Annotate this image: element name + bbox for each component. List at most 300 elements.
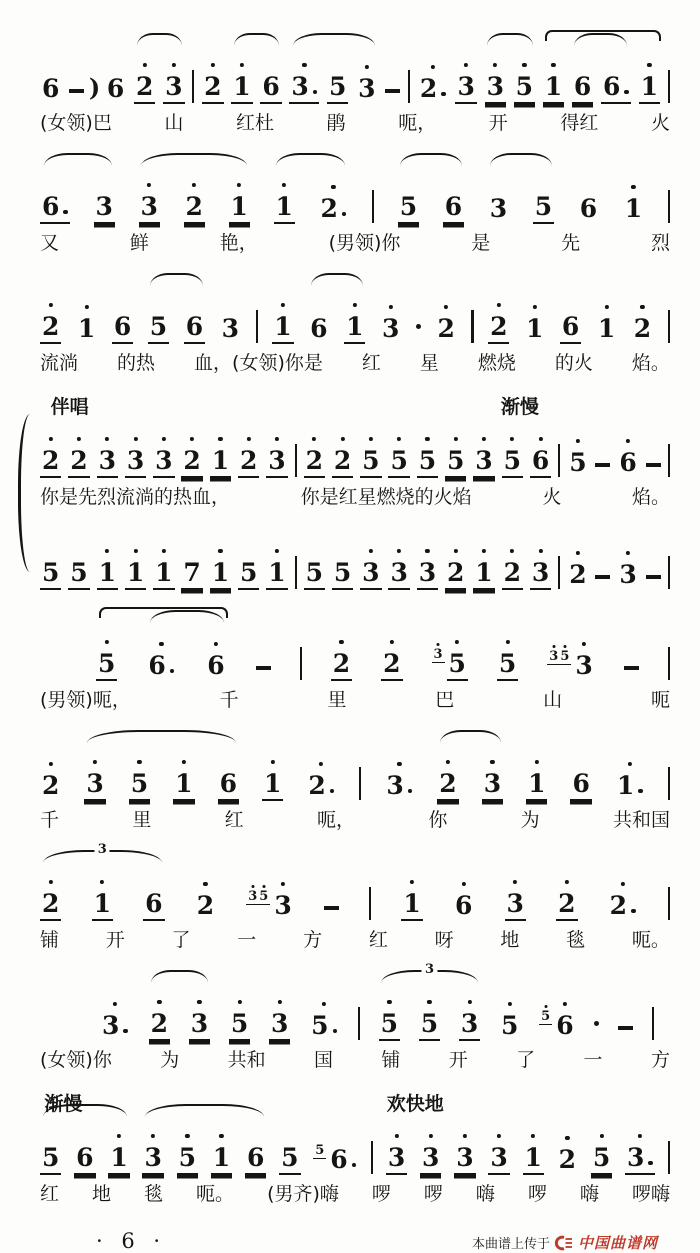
lyric-syllable: 嗨 bbox=[579, 1183, 599, 1205]
note: 5 6 bbox=[313, 1143, 358, 1175]
note: 2 bbox=[608, 889, 638, 921]
slur-arc bbox=[276, 153, 345, 166]
lyric-syllable: 的热 bbox=[117, 352, 156, 374]
note: 2 bbox=[569, 560, 587, 589]
note: 5 bbox=[388, 444, 409, 478]
note: 6 bbox=[619, 448, 637, 477]
note: 2 bbox=[437, 767, 458, 801]
duration-dash bbox=[618, 1026, 633, 1041]
slur-arc bbox=[293, 33, 375, 46]
note: 3 5 3 bbox=[248, 889, 292, 920]
music-line-upper-voice bbox=[38, 396, 672, 485]
dotted-note-dot bbox=[638, 789, 643, 794]
note: 6 bbox=[143, 887, 164, 921]
bar-line bbox=[295, 444, 297, 477]
note: 5 bbox=[304, 556, 325, 590]
note: 1 bbox=[173, 767, 194, 801]
note: 2 bbox=[306, 769, 336, 801]
note: 5 bbox=[569, 448, 587, 477]
note: 2 bbox=[196, 891, 215, 920]
lyric-syllable: 开 bbox=[448, 1049, 468, 1071]
bar-line bbox=[558, 556, 560, 589]
lyric-syllable: 啰 bbox=[423, 1183, 443, 1205]
grace-digit: 5 bbox=[315, 1143, 325, 1158]
lyric-syllable: 红 bbox=[368, 929, 388, 951]
dotted-note-dot bbox=[624, 90, 629, 95]
note: 3 bbox=[388, 556, 409, 590]
lyric-syllable: 先 bbox=[561, 232, 581, 254]
note: 3 bbox=[360, 556, 381, 590]
lyrics-line bbox=[40, 929, 670, 955]
lyric-syllable: 方 bbox=[303, 929, 323, 951]
dotted-note-dot bbox=[631, 909, 636, 914]
lyric-syllable: 了 bbox=[171, 929, 191, 951]
bar-line bbox=[668, 647, 670, 680]
note: 5 bbox=[40, 1141, 61, 1175]
note: 6 bbox=[40, 190, 70, 224]
lyric-syllable: 红 bbox=[361, 352, 381, 374]
music-line-lower-voice bbox=[38, 516, 672, 597]
note: 3 bbox=[269, 1007, 290, 1041]
slur-arc bbox=[234, 33, 279, 46]
lyric-syllable: 山 bbox=[543, 689, 563, 711]
note: 2 bbox=[202, 70, 223, 104]
note: 6 bbox=[112, 310, 133, 344]
note: 1 bbox=[92, 887, 113, 921]
note: 1 bbox=[274, 190, 295, 224]
music-line bbox=[38, 962, 672, 1048]
note: 1 bbox=[523, 1141, 544, 1175]
note: 3 bbox=[505, 887, 526, 921]
slur-arc bbox=[44, 153, 113, 166]
dotted-note-dot bbox=[123, 1029, 128, 1034]
note: 3 bbox=[266, 444, 287, 478]
note: 1 bbox=[615, 769, 645, 801]
note: 6 bbox=[74, 1141, 95, 1175]
bar-line bbox=[372, 190, 374, 223]
lyric-syllable: 焰。 bbox=[631, 486, 670, 508]
note: 3 bbox=[386, 1141, 407, 1175]
note: 1 bbox=[77, 314, 96, 343]
note: 1 bbox=[211, 1141, 232, 1175]
grace-digit: 5 bbox=[259, 889, 269, 904]
note: 1 bbox=[229, 190, 250, 224]
dotted-note-dot bbox=[441, 92, 446, 97]
dotted-note-dot bbox=[408, 789, 413, 794]
lyrics-line bbox=[40, 689, 670, 715]
lyrics-line bbox=[40, 486, 670, 512]
slur-arc bbox=[137, 33, 182, 46]
note: 3 bbox=[488, 1141, 509, 1175]
duration-dash bbox=[256, 666, 271, 681]
dotted-note-dot bbox=[352, 1163, 357, 1168]
note: 3 bbox=[221, 314, 240, 343]
lyric-syllable: 地 bbox=[92, 1183, 112, 1205]
lyric-syllable: 呃。 bbox=[631, 929, 670, 951]
note: 2 bbox=[42, 771, 60, 800]
note: 5 bbox=[417, 444, 438, 478]
music-line bbox=[38, 607, 672, 688]
lyric-syllable: 燃烧 bbox=[477, 352, 516, 374]
note: 3 bbox=[454, 1141, 475, 1175]
lyric-syllable: 共和国 bbox=[612, 809, 670, 831]
note: 2 bbox=[633, 314, 652, 343]
bar-line bbox=[668, 767, 670, 800]
bar-line bbox=[256, 310, 258, 343]
duration-dash bbox=[595, 575, 610, 590]
note: 5 bbox=[445, 444, 466, 478]
lyric-syllable: 毯 bbox=[566, 929, 586, 951]
lyric-syllable: 呃， bbox=[316, 809, 355, 831]
note: 2 bbox=[134, 70, 155, 104]
note: 5 bbox=[238, 556, 259, 590]
bar-line bbox=[358, 1007, 360, 1040]
note: 2 bbox=[40, 887, 61, 921]
note: 3 bbox=[619, 560, 637, 589]
grace-note bbox=[539, 1007, 552, 1025]
note: 2 bbox=[181, 444, 202, 478]
note: 5 bbox=[177, 1141, 198, 1175]
lyric-syllable: 焰。 bbox=[631, 352, 670, 374]
lyric-syllable: 啰 bbox=[371, 1183, 391, 1205]
note: 1 bbox=[262, 767, 283, 801]
triplet-number: 3 bbox=[95, 842, 110, 857]
music-line bbox=[38, 270, 672, 351]
lyric-syllable: 的火 bbox=[554, 352, 593, 374]
note: 3 bbox=[625, 1141, 655, 1175]
lyric-syllable: 一 bbox=[237, 929, 257, 951]
note: 3 bbox=[459, 1007, 480, 1041]
note: 2 bbox=[488, 310, 509, 344]
note: 1 bbox=[401, 887, 422, 921]
music-line bbox=[38, 1093, 672, 1182]
lyric-syllable: 你是红星燃烧的火焰 bbox=[300, 486, 472, 508]
bar-line bbox=[668, 1141, 670, 1174]
note: 3 bbox=[84, 767, 105, 801]
dotted-note-dot bbox=[342, 212, 347, 217]
slur-arc bbox=[150, 610, 224, 623]
slur-arc bbox=[150, 273, 202, 286]
bar-line bbox=[369, 887, 371, 920]
note: 1 bbox=[525, 314, 544, 343]
note: 3 bbox=[382, 314, 400, 343]
note: 6 bbox=[260, 70, 281, 104]
note: 2 bbox=[558, 1145, 577, 1174]
lyric-syllable: 呃。 bbox=[196, 1183, 235, 1205]
note: 2 bbox=[502, 556, 523, 590]
note: 6 bbox=[146, 649, 176, 681]
bar-line bbox=[295, 556, 297, 589]
note: 5 bbox=[68, 556, 89, 590]
note: 5 bbox=[309, 1009, 339, 1041]
music-line bbox=[38, 30, 672, 111]
system-9 bbox=[38, 1093, 672, 1209]
augmentation-dot bbox=[594, 1021, 599, 1026]
note: 3 bbox=[455, 70, 476, 104]
slur-arc bbox=[440, 730, 501, 743]
note: 6 bbox=[207, 651, 225, 680]
bar-line bbox=[359, 767, 361, 800]
duration-dash bbox=[69, 89, 84, 104]
music-line bbox=[38, 150, 672, 231]
slur-arc bbox=[490, 153, 551, 166]
lyric-syllable: 血，(女领)你是 bbox=[194, 352, 323, 374]
note: 6 bbox=[579, 194, 598, 223]
note: 2 bbox=[418, 72, 448, 104]
slur-arc bbox=[87, 730, 236, 743]
note: 6 bbox=[106, 74, 125, 103]
note: 3 bbox=[97, 444, 118, 478]
site-logo-icon bbox=[555, 1235, 573, 1251]
note: 5 6 bbox=[541, 1009, 574, 1040]
note: 3 bbox=[125, 444, 146, 478]
note: 5 bbox=[96, 647, 117, 681]
lyric-syllable: 火 bbox=[542, 486, 562, 508]
note: 5 bbox=[533, 190, 554, 224]
lyric-syllable: (男领)呃， bbox=[40, 689, 131, 711]
slur-arc bbox=[141, 153, 247, 166]
dotted-note-dot bbox=[63, 210, 68, 215]
bar-line bbox=[300, 647, 302, 680]
system-1 bbox=[38, 30, 672, 138]
lyric-syllable: 你是先烈流淌的热血， bbox=[40, 486, 231, 508]
note: 1 bbox=[639, 70, 660, 104]
duration-dash bbox=[385, 89, 400, 104]
note: 5 bbox=[501, 1011, 519, 1040]
note: 1 bbox=[266, 556, 287, 590]
lyric-syllable: 铺 bbox=[381, 1049, 401, 1071]
lyric-syllable: 为 bbox=[520, 809, 540, 831]
lyric-syllable: 一 bbox=[583, 1049, 603, 1071]
note: 5 bbox=[419, 1007, 440, 1041]
lyrics-line bbox=[40, 352, 670, 378]
music-line bbox=[38, 842, 672, 928]
grace-note bbox=[313, 1141, 326, 1159]
slur-arc bbox=[400, 153, 461, 166]
system-5 bbox=[38, 607, 672, 715]
dotted-note-dot bbox=[330, 789, 335, 794]
note: 2 bbox=[40, 444, 61, 478]
lyric-syllable: 地 bbox=[500, 929, 520, 951]
lyric-syllable: 啰 bbox=[527, 1183, 547, 1205]
lyric-syllable: 里 bbox=[327, 689, 347, 711]
dotted-note-dot bbox=[648, 1161, 653, 1166]
note: 5 bbox=[129, 767, 150, 801]
note: 1 bbox=[210, 556, 231, 590]
duration-dash bbox=[646, 575, 661, 590]
lyric-syllable: 烈 bbox=[650, 232, 670, 254]
triplet-arc bbox=[381, 962, 478, 983]
lyric-syllable: 鹃 bbox=[326, 112, 346, 134]
lyric-syllable: (女领)你 bbox=[40, 1049, 112, 1071]
triplet-arc bbox=[43, 842, 162, 863]
dotted-note-dot bbox=[333, 1029, 338, 1034]
close-paren: ) bbox=[88, 73, 101, 102]
note: 6 bbox=[560, 310, 581, 344]
note: 3 bbox=[289, 70, 319, 104]
note: 2 bbox=[304, 444, 325, 478]
grace-note bbox=[246, 887, 270, 905]
watermark-credit bbox=[472, 1232, 658, 1253]
note: 1 bbox=[473, 556, 494, 590]
triplet-number: 3 bbox=[422, 962, 437, 977]
lyric-syllable: 呀 bbox=[434, 929, 454, 951]
system-7 bbox=[38, 842, 672, 955]
note: 3 bbox=[100, 1009, 130, 1041]
bar-line bbox=[408, 70, 410, 103]
bar-line bbox=[668, 556, 670, 589]
slur-arc bbox=[574, 33, 627, 46]
duration-dash bbox=[624, 666, 639, 681]
system-4-choir bbox=[38, 396, 672, 597]
note: 5 bbox=[327, 70, 348, 104]
lyric-syllable: 火 bbox=[650, 112, 670, 134]
lyric-syllable: 千 bbox=[40, 809, 60, 831]
note: 5 bbox=[514, 70, 535, 104]
lyric-syllable: 流淌 bbox=[40, 352, 79, 374]
slur-arc bbox=[311, 273, 363, 286]
note: 3 bbox=[153, 444, 174, 478]
bar-line bbox=[371, 1141, 373, 1174]
lyric-syllable: 国 bbox=[313, 1049, 333, 1071]
note: 3 bbox=[189, 1007, 210, 1041]
note: 3 bbox=[420, 1141, 441, 1175]
lyrics-line bbox=[40, 809, 670, 835]
slur-arc bbox=[43, 1104, 128, 1117]
note: 5 bbox=[148, 310, 169, 344]
note: 2 bbox=[319, 192, 349, 224]
note: 3 bbox=[142, 1141, 163, 1175]
slur-arc bbox=[487, 33, 532, 46]
lyric-syllable: 开 bbox=[105, 929, 125, 951]
bar-line bbox=[192, 70, 194, 103]
lyric-syllable: 星 bbox=[419, 352, 439, 374]
duration-dash bbox=[595, 463, 610, 478]
lyric-syllable: 方 bbox=[650, 1049, 670, 1071]
note: 7 bbox=[181, 556, 202, 590]
bar-line bbox=[652, 1007, 654, 1040]
lyric-syllable: 红杜 bbox=[236, 112, 275, 134]
grace-note bbox=[547, 647, 571, 665]
note: 2 bbox=[149, 1007, 170, 1041]
lyric-syllable: 毯 bbox=[144, 1183, 164, 1205]
note: 3 bbox=[482, 767, 503, 801]
grace-digit: 3 bbox=[248, 889, 258, 904]
tempo-or-part-label: 伴唱 bbox=[50, 396, 89, 418]
bar-line bbox=[558, 444, 560, 477]
note: 6 bbox=[530, 444, 551, 478]
bar-line bbox=[668, 887, 670, 920]
note: 2 bbox=[381, 647, 402, 681]
note: 3 bbox=[94, 190, 115, 224]
note: 6 bbox=[184, 310, 205, 344]
lyric-syllable: 山 bbox=[164, 112, 184, 134]
upload-note: 本曲谱上传于 bbox=[471, 1237, 550, 1252]
note: 6 bbox=[245, 1141, 266, 1175]
note: 2 bbox=[437, 314, 455, 343]
lyric-syllable: 铺 bbox=[40, 929, 60, 951]
note: 5 bbox=[229, 1007, 250, 1041]
lyric-syllable: 得红 bbox=[560, 112, 599, 134]
note: 1 bbox=[97, 556, 118, 590]
note: 1 bbox=[597, 314, 616, 343]
grace-digit: 5 bbox=[541, 1009, 551, 1024]
bar-line bbox=[668, 70, 670, 103]
note: 3 bbox=[163, 70, 184, 104]
lyric-syllable: 红 bbox=[224, 809, 244, 831]
system-brace bbox=[18, 414, 31, 572]
page-number: · 6 · bbox=[96, 1229, 167, 1253]
lyric-syllable: 鲜 bbox=[129, 232, 149, 254]
system-8 bbox=[38, 962, 672, 1075]
lyric-syllable: 嗨 bbox=[475, 1183, 495, 1205]
note: 1 bbox=[624, 194, 643, 223]
lyric-syllable: 为 bbox=[160, 1049, 180, 1071]
note: 3 bbox=[139, 190, 160, 224]
lyric-syllable: 了 bbox=[516, 1049, 536, 1071]
note: 2 bbox=[331, 647, 352, 681]
note: 6 bbox=[454, 891, 473, 920]
site-name: 中国曲谱网 bbox=[577, 1234, 658, 1252]
note: 3 bbox=[358, 74, 376, 103]
grace-digit: 3 bbox=[433, 647, 443, 662]
bar-line bbox=[668, 444, 670, 477]
augmentation-dot bbox=[416, 324, 421, 329]
note: 3 5 3 bbox=[549, 649, 593, 680]
system-3 bbox=[38, 270, 672, 378]
lyrics-line bbox=[40, 1049, 670, 1075]
lyrics-line bbox=[40, 1183, 670, 1209]
duration-dash bbox=[324, 906, 339, 921]
bar-line bbox=[471, 310, 473, 343]
page-footer bbox=[96, 1229, 658, 1253]
grace-digit: 3 bbox=[549, 649, 559, 664]
note: 1 bbox=[210, 444, 231, 478]
note: 5 bbox=[398, 190, 419, 224]
note: 1 bbox=[344, 310, 365, 344]
lyric-syllable: 里 bbox=[132, 809, 152, 831]
lyric-syllable: (男领)你 bbox=[328, 232, 401, 254]
note: 2 bbox=[332, 444, 353, 478]
grace-note bbox=[432, 645, 445, 663]
lyric-syllable: 呃， bbox=[398, 112, 437, 134]
dotted-note-dot bbox=[170, 669, 175, 674]
note: 2 bbox=[184, 190, 205, 224]
lyric-syllable: 是 bbox=[471, 232, 491, 254]
note: 2 bbox=[40, 310, 61, 344]
tempo-or-part-label: 欢快地 bbox=[386, 1093, 444, 1115]
lyric-syllable: 红 bbox=[40, 1183, 60, 1205]
note: 3 bbox=[417, 556, 438, 590]
lyric-syllable: (男齐)嗨 bbox=[267, 1183, 339, 1205]
tempo-or-part-label: 渐慢 bbox=[44, 1093, 83, 1115]
note: 3 bbox=[384, 769, 414, 801]
lyric-syllable: 啰嗨 bbox=[631, 1183, 670, 1205]
grace-digit: 5 bbox=[560, 649, 570, 664]
note: 1 bbox=[543, 70, 564, 104]
note: 5 bbox=[497, 647, 518, 681]
note: 6 bbox=[218, 767, 239, 801]
note: 6 bbox=[42, 74, 60, 103]
lyric-syllable: 你 bbox=[428, 809, 448, 831]
note: 6 bbox=[601, 70, 631, 104]
note: 3 bbox=[530, 556, 551, 590]
note: 6 bbox=[572, 70, 593, 104]
note: 1 bbox=[125, 556, 146, 590]
lyric-syllable: 开 bbox=[488, 112, 508, 134]
slur-arc bbox=[151, 970, 207, 983]
note: 5 bbox=[360, 444, 381, 478]
